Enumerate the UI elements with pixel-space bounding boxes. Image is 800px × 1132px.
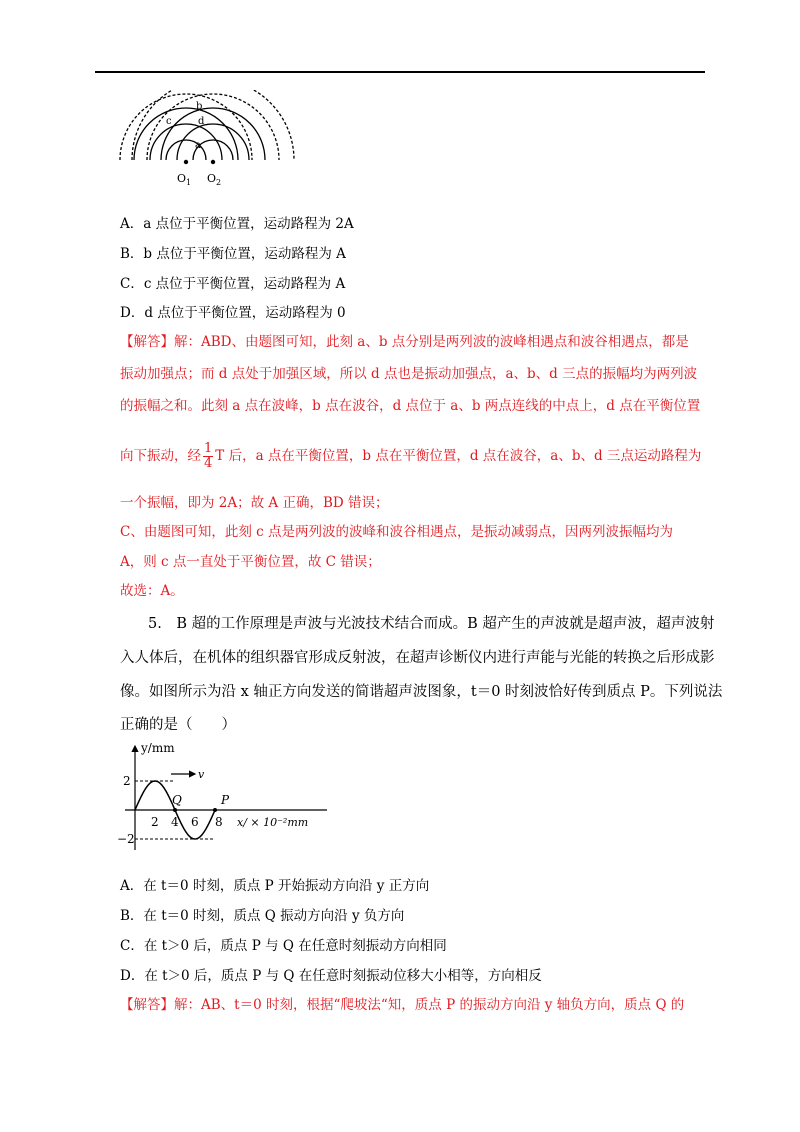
stem-line: 入人体后，在机体的组织器官形成反射波，在超声诊断仪内进行声能与光能的转换之后形成影 xyxy=(120,650,715,666)
x-tick-6: 6 xyxy=(191,815,199,829)
answer-line: 的振幅之和。此刻 a 点在波峰，b 点在波谷，d 点位于 a、b 两点连线的中点上，d 点在平衡位置 xyxy=(120,398,701,414)
question-5-answer: 【解答】解：AB、t＝0 时刻，根据“爬坡法“知，质点 P 的振动方向沿 y 轴负方向，质点 Q 的 xyxy=(120,997,685,1013)
option-c: C．在 t＞0 后，质点 P 与 Q 在任意时刻振动方向相同 xyxy=(120,938,447,954)
option-d: D．d 点位于平衡位置，运动路程为 0 xyxy=(120,305,346,321)
point-p-label: P xyxy=(221,793,230,807)
answer-line: 一个振幅，即为 2A；故 A 正确，BD 错误； xyxy=(120,495,389,511)
stem-line: 5. B 超的工作原理是声波与光波技术结合而成。B 超产生的声波就是超声波，超声波射 xyxy=(148,616,715,632)
label-a: a xyxy=(195,140,201,151)
header-rule xyxy=(95,71,705,73)
label-o1-sub: 1 xyxy=(186,178,192,187)
fraction-quarter xyxy=(203,442,213,471)
option-b: B．b 点位于平衡位置，运动路程为 A xyxy=(120,246,346,262)
x-axis-label: x/ × 10⁻²mm xyxy=(237,816,309,829)
stem-line: 正确的是（ ） xyxy=(120,717,236,733)
answer-text: T 后，a 点在平衡位置，b 点在平衡位置，d 点在波谷，a、b、d 三点运动路程为 xyxy=(215,448,702,464)
fraction-denominator: 4 xyxy=(204,456,213,471)
label-b: b xyxy=(196,101,203,112)
answer-line: A，则 c 点一直处于平衡位置，故 C 错误； xyxy=(120,554,381,570)
y-axis-label: y/mm xyxy=(141,741,175,755)
answer-line: C、由题图可知，此刻 c 点是两列波的波峰和波谷相遇点，是振动减弱点，因两列波振幅均为 xyxy=(120,524,673,540)
option-a: A．a 点位于平衡位置，运动路程为 2A xyxy=(120,216,354,232)
x-tick-8: 8 xyxy=(215,815,223,829)
label-o2: O xyxy=(207,172,217,185)
option-a: A．在 t＝0 时刻，质点 P 开始振动方向沿 y 正方向 xyxy=(120,878,430,894)
velocity-label: v xyxy=(198,768,205,781)
label-o2-sub: 2 xyxy=(216,178,222,187)
interference-figure xyxy=(110,90,310,190)
x-tick-2: 2 xyxy=(151,815,159,829)
stem-line: 像。如图所示为沿 x 轴正方向发送的简谐超声波图象，t＝0 时刻波恰好传到质点 P。下列说法 xyxy=(120,684,723,700)
point-q-label: Q xyxy=(172,793,182,807)
label-c: c xyxy=(166,116,172,127)
answer-line-with-fraction xyxy=(120,440,701,472)
option-c: C．c 点位于平衡位置，运动路程为 A xyxy=(120,276,346,292)
answer-line: 故选：A。 xyxy=(120,583,184,599)
option-d: D．在 t＞0 后，质点 P 与 Q 在任意时刻振动位移大小相等，方向相反 xyxy=(120,968,542,984)
label-o1: O xyxy=(177,172,187,185)
option-b: B．在 t＝0 时刻，质点 Q 振动方向沿 y 负方向 xyxy=(120,908,405,924)
answer-line: 振动加强点；而 d 点处于加强区域，所以 d 点也是振动加强点，a、b、d 三点的振幅均为两列波 xyxy=(120,366,698,382)
answer-line: 【解答】解：ABD、由题图可知，此刻 a、b 点分别是两列波的波峰相遇点和波谷相遇点，都是 xyxy=(120,334,689,350)
y-tick-minus-2: −2 xyxy=(117,832,135,846)
label-d: d xyxy=(198,116,205,127)
x-tick-4: 4 xyxy=(171,815,179,829)
fraction-numerator: 1 xyxy=(204,441,213,456)
wave-graph xyxy=(115,740,330,860)
y-tick-2: 2 xyxy=(123,774,131,788)
answer-text: 向下振动，经 xyxy=(120,448,201,464)
